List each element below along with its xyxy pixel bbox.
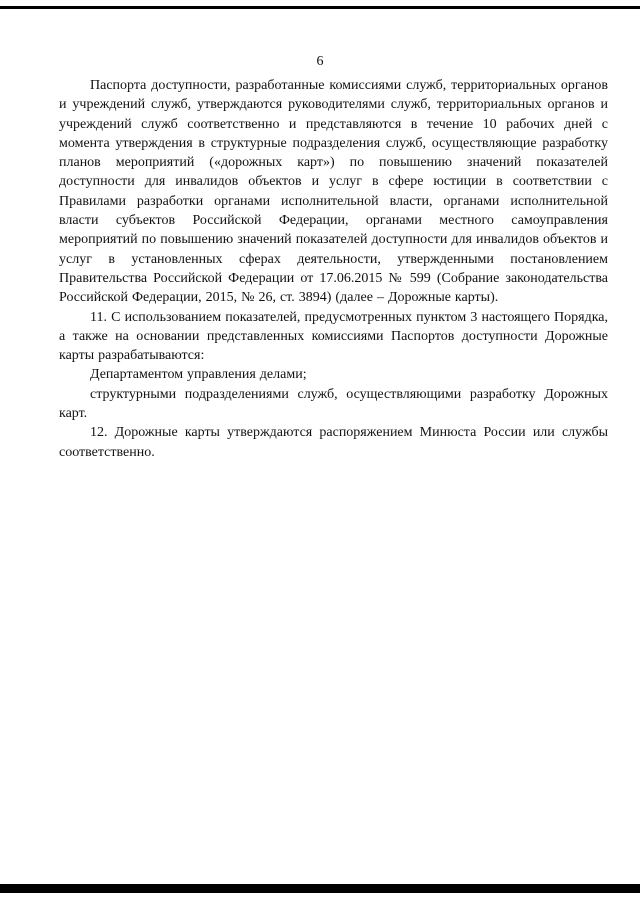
paragraph-item-12: 12. Дорожные карты утверждаются распоряжением Минюста России или службы соответственно.: [59, 425, 608, 460]
paragraph-structural-units: структурными подразделениями служб, осуществляющими разработку Дорожных карт.: [59, 386, 608, 422]
paragraph-accessibility-passports: Паспорта доступности, разработанные комиссиями служб, территориальных органов и учреждений служб, утверждаются руководителями служб, территориальных органов и учреждений служб соответственно и представляются в течение 10 рабочих дней с момента утверждения в структурные подразделения служб, осуществляющие разработку планов мероприятий («дорожных карт») по повышению значений показателей доступности для инвалидов объектов и услуг в сфере юстиции в соответствии с Правилами разработки органами исполнительной власти, органами исполнительной власти субъектов Российской Федерации, органами местного самоуправления мероприятий по повышению значений показателей доступности для инвалидов объектов и услуг в установленных сферах деятельности, утвержденными постановлением Правительства Российской Федерации от 17.06.2015 № 599 (Собрание законодательства Российской Федерации, 2015, № 26, ст. 3894) (далее – Дорожные карты).: [59, 78, 608, 306]
page-number: 6: [316, 54, 324, 69]
paragraph-department: Департаментом управления делами;: [90, 367, 307, 383]
bottom-edge-line: [0, 884, 640, 893]
paragraph-item-11: 11. С использованием показателей, предусмотренных пунктом 3 настоящего Порядка, а также на основании представленных комиссиями Паспортов доступности Дорожные карты разрабатываются:: [59, 309, 608, 364]
top-edge-line: [0, 6, 640, 9]
document-body: [59, 76, 608, 462]
